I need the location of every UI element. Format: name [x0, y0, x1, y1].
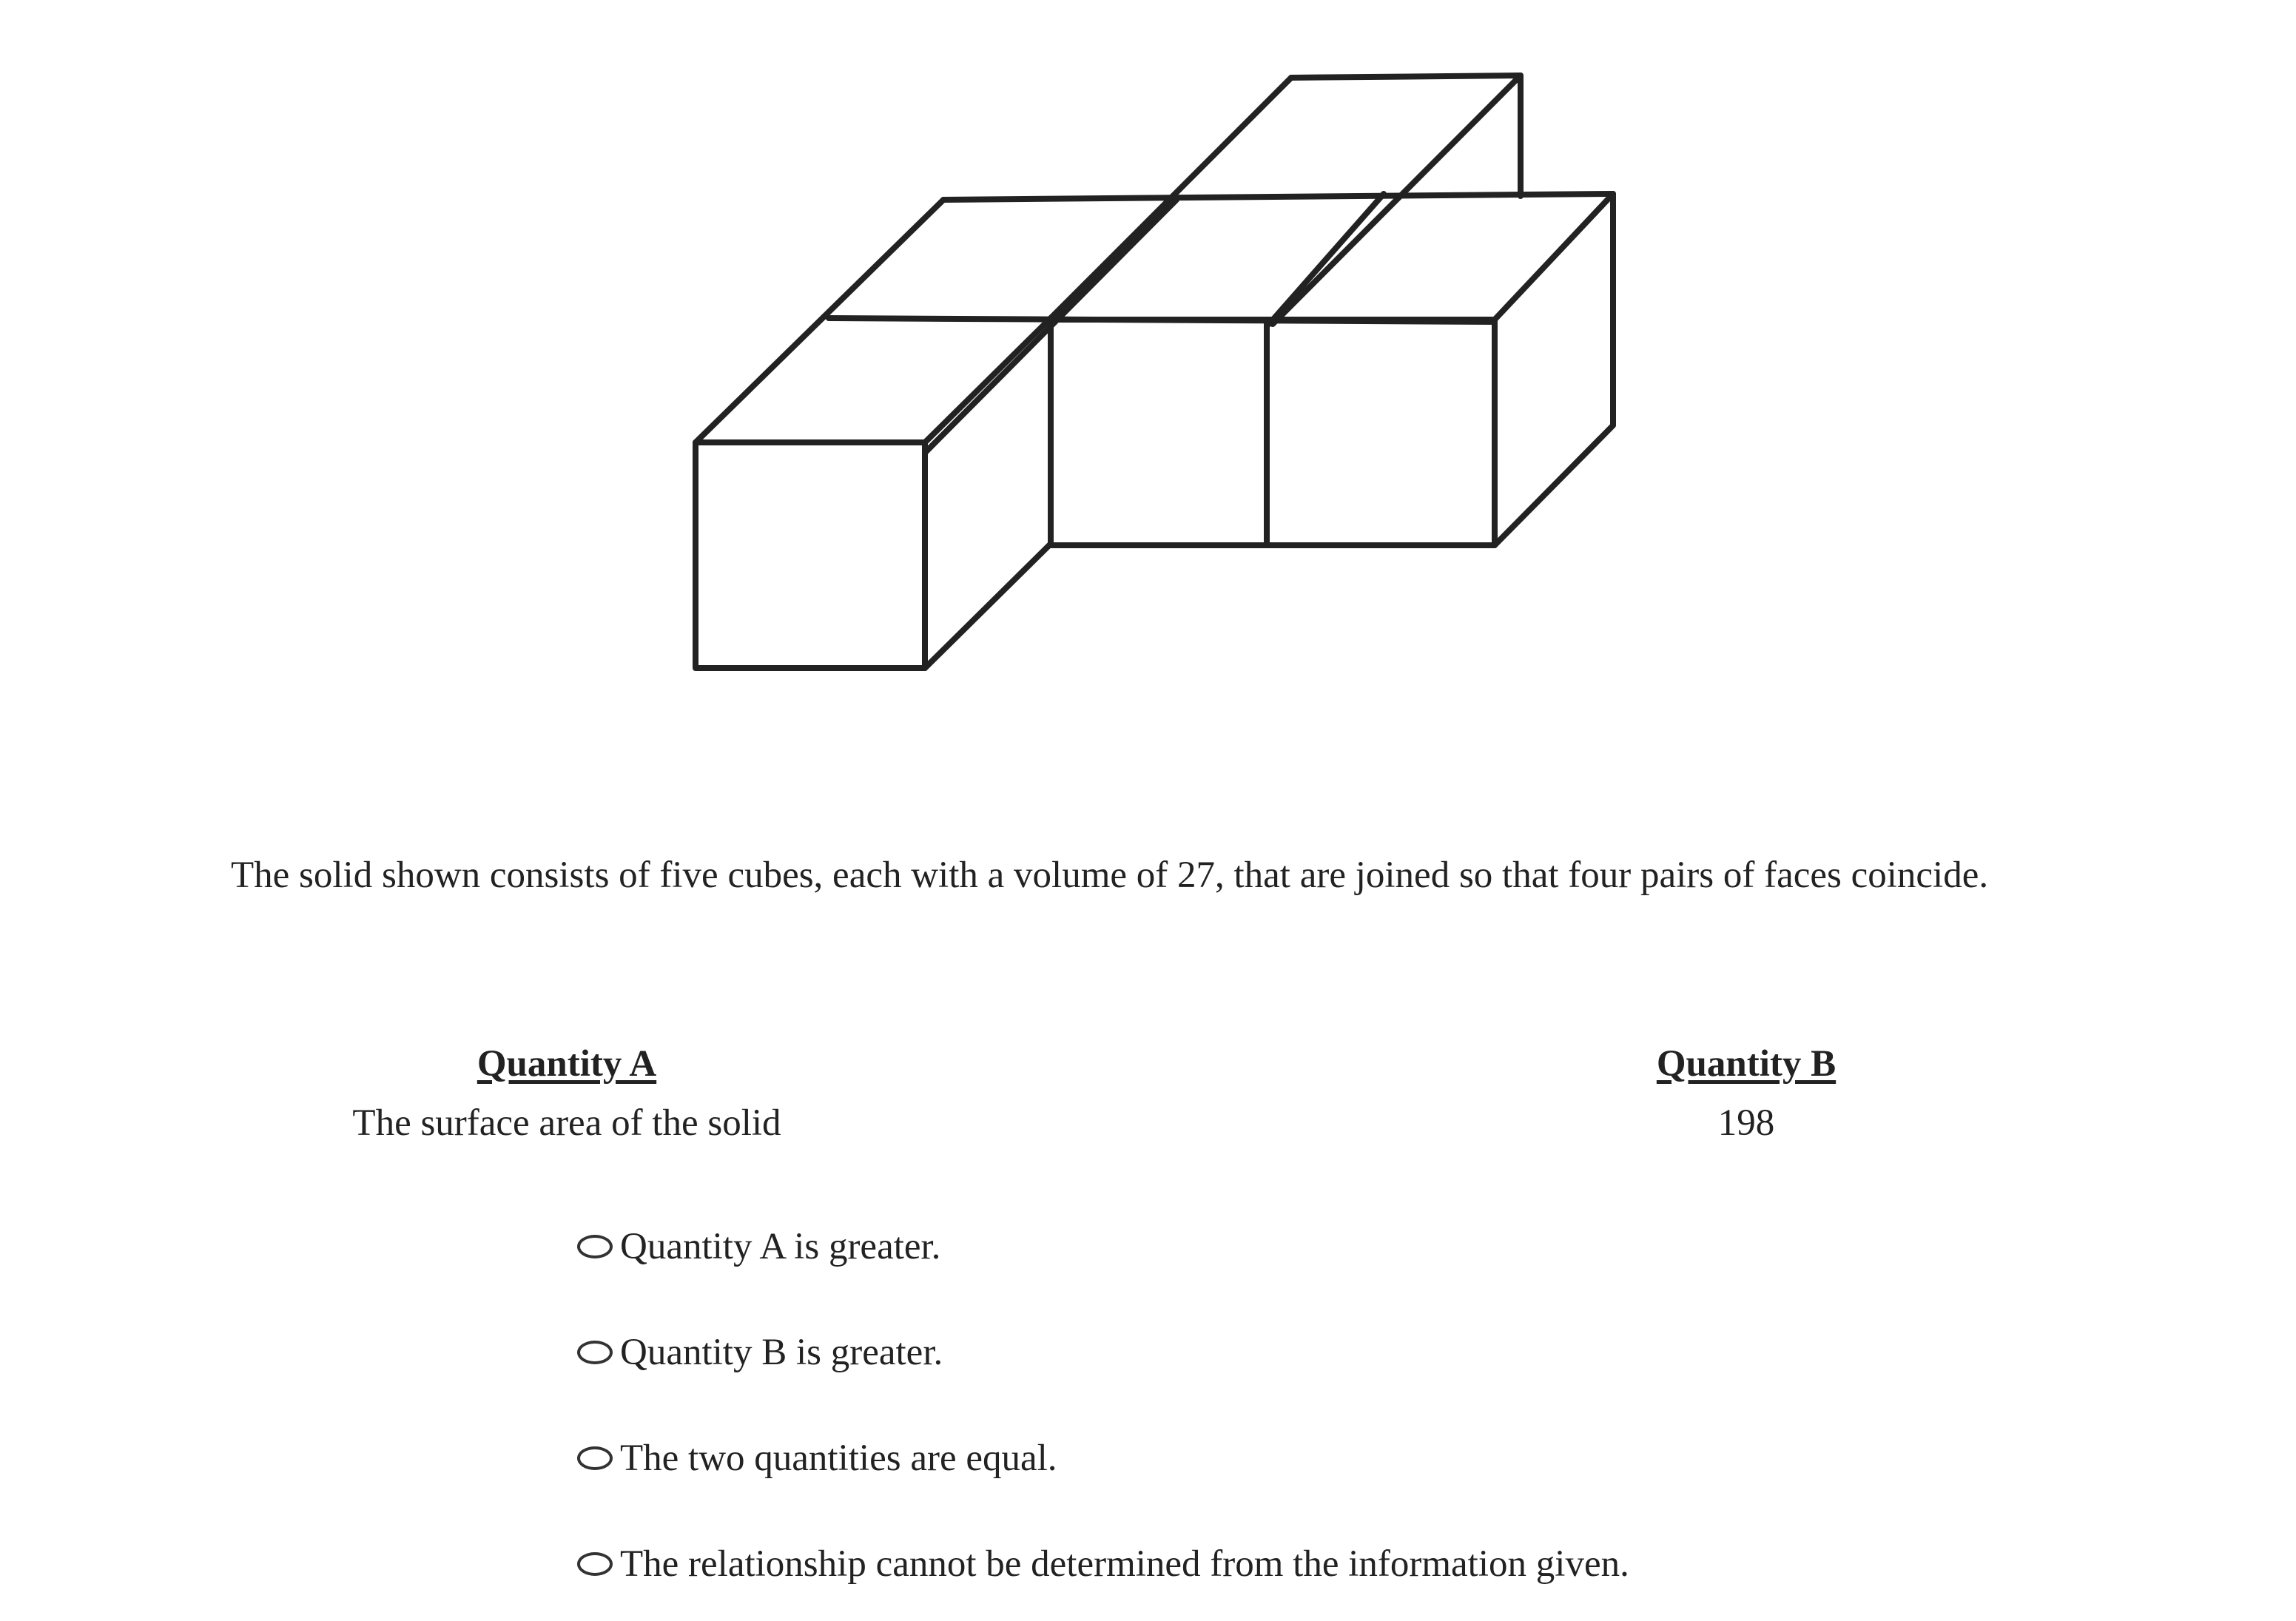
quantity-a-column	[296, 1039, 838, 1147]
middle-cube-face	[1051, 320, 1267, 545]
choice-a-greater[interactable]	[577, 1221, 940, 1273]
choice-label: Quantity A is greater.	[620, 1226, 941, 1267]
radio-button-icon[interactable]	[577, 1446, 613, 1470]
quantity-b-column	[1517, 1039, 1976, 1147]
choice-label: The relationship cannot be determined from the information given.	[620, 1543, 1629, 1585]
radio-button-icon[interactable]	[577, 1235, 613, 1258]
middle-row-top-edge	[943, 194, 1613, 200]
choice-b-greater[interactable]	[577, 1327, 943, 1378]
back-cube-edges	[1291, 75, 1521, 196]
five-cube-solid-figure	[0, 0, 2296, 740]
radio-button-icon[interactable]	[577, 1341, 613, 1364]
front-left-cube-side	[925, 318, 1051, 668]
center-top-diagonal	[1269, 194, 1384, 324]
quantity-b-heading: Quantity B	[1656, 1043, 1837, 1085]
quantity-a-heading: Quantity A	[477, 1043, 657, 1085]
choice-label: The two quantities are equal.	[620, 1438, 1057, 1479]
front-left-cube-face	[696, 442, 925, 668]
choice-cannot-determine[interactable]	[577, 1538, 1629, 1590]
quantity-b-value: 198	[1717, 1102, 1775, 1144]
quantity-a-value: The surface area of the solid	[352, 1102, 781, 1144]
radio-button-icon[interactable]	[577, 1552, 613, 1576]
choice-equal[interactable]	[577, 1432, 1057, 1484]
right-cube-side	[1495, 194, 1613, 545]
choice-label: Quantity B is greater.	[620, 1332, 943, 1373]
question-prompt: The solid shown consists of five cubes, each with a volume of 27, that are joined so that four pairs of faces coincide.	[231, 855, 1989, 896]
right-cube-face	[1267, 320, 1495, 545]
back-cube-diagonal-right	[1273, 75, 1521, 324]
